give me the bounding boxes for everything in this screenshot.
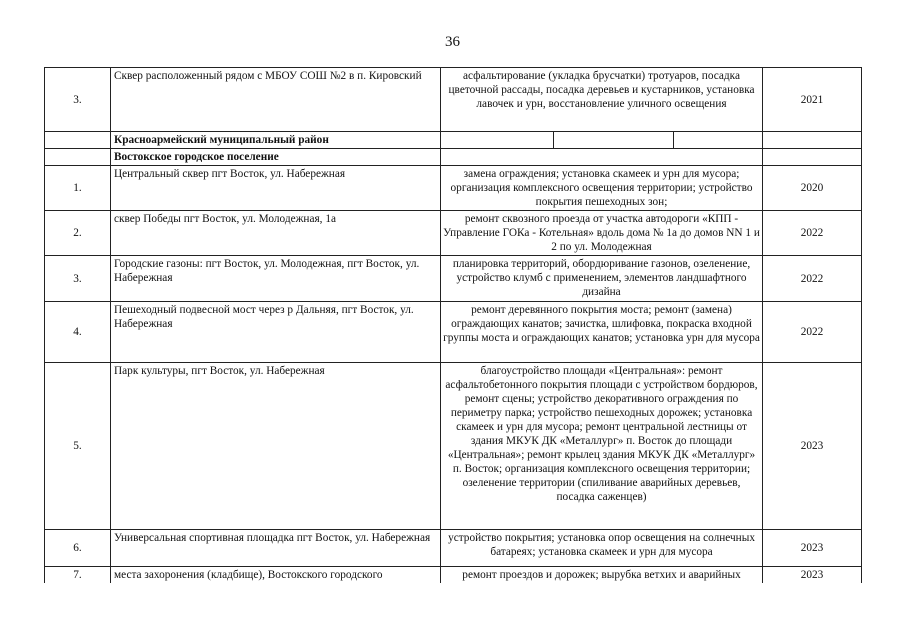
settlement-row xyxy=(45,149,862,166)
works-description: замена ограждения; установка скамеек и урн для мусора; организация комплексного освещения территории; устройство покрытия пешеходных зон; xyxy=(441,166,763,211)
row-number: 6. xyxy=(45,530,111,567)
table-row xyxy=(45,68,862,132)
row-number: 1. xyxy=(45,166,111,211)
object-name: Сквер расположенный рядом с МБОУ СОШ №2 в п. Кировский xyxy=(111,68,441,132)
year: 2020 xyxy=(763,166,862,211)
table-row xyxy=(45,302,862,363)
works-description: планировка территорий, обордюривание газонов, озеленение, устройство клумб с применением, элементов ландшафтного дизайна xyxy=(441,256,763,302)
year: 2022 xyxy=(763,302,862,363)
object-name: сквер Победы пгт Восток, ул. Молодежная, 1а xyxy=(111,211,441,256)
table-row xyxy=(45,567,862,584)
page-number: 36 xyxy=(445,34,460,50)
settlement-header: Востокское городское поселение xyxy=(111,149,441,166)
works-description: ремонт сквозного проезда от участка автодороги «КПП - Управление ГОКа - Котельная» вдоль дома № 1а до домов NN 1 и 2 по ул. Молодежная xyxy=(441,211,763,256)
table-row xyxy=(45,211,862,256)
year: 2021 xyxy=(763,68,862,132)
row-number: 5. xyxy=(45,363,111,530)
object-name: места захоронения (кладбище), Востокского городского xyxy=(111,567,441,584)
row-number: 3. xyxy=(45,256,111,302)
works-description: ремонт проездов и дорожек; вырубка ветхих и аварийных xyxy=(441,567,763,584)
works-description: ремонт деревянного покрытия моста; ремонт (замена) ограждающих канатов; зачистка, шлифовка, покраска входной группы моста и ограждающих канатов; установка урн для мусора xyxy=(441,302,763,363)
table-row xyxy=(45,166,862,211)
row-number: 7. xyxy=(45,567,111,584)
year: 2022 xyxy=(763,256,862,302)
object-name: Городские газоны: пгт Восток, ул. Молодежная, пгт Восток, ул. Набережная xyxy=(111,256,441,302)
works-description: благоустройство площади «Центральная»: ремонт асфальтобетонного покрытия площади с устройством бордюров, ремонт сцены; устройство декоративного ограждения по периметру парка; устройство пешеходных дорожек; установка скамеек и урн для мусора; ремонт центральной лестницы от здания МКУК ДК «Металлург» п. Восток до площади «Центральная»; ремонт крылец здания МКУК ДК «Металлург» п. Восток; организация комплексного освещения территории; озеленение территории (спиливание аварийных деревьев, посадка саженцев) xyxy=(441,363,763,530)
row-number: 4. xyxy=(45,302,111,363)
object-name: Универсальная спортивная площадка пгт Восток, ул. Набережная xyxy=(111,530,441,567)
row-number: 2. xyxy=(45,211,111,256)
year: 2023 xyxy=(763,363,862,530)
district-row xyxy=(45,132,862,149)
table-row xyxy=(45,530,862,567)
works-description: устройство покрытия; установка опор освещения на солнечных батареях; установка скамеек и урн для мусора xyxy=(441,530,763,567)
year: 2022 xyxy=(763,211,862,256)
object-name: Центральный сквер пгт Восток, ул. Набережная xyxy=(111,166,441,211)
year: 2023 xyxy=(763,530,862,567)
object-name: Парк культуры, пгт Восток, ул. Набережная xyxy=(111,363,441,530)
improvement-table xyxy=(44,67,862,583)
object-name: Пешеходный подвесной мост через р Дальняя, пгт Восток, ул. Набережная xyxy=(111,302,441,363)
row-number: 3. xyxy=(45,68,111,132)
works-description: асфальтирование (укладка брусчатки) тротуаров, посадка цветочной рассады, посадка деревьев и кустарников, установка лавочек и урн, восстановление уличного освещения xyxy=(441,68,763,132)
district-header: Красноармейский муниципальный район xyxy=(111,132,441,149)
table-row xyxy=(45,256,862,302)
table-row xyxy=(45,363,862,530)
year: 2023 xyxy=(763,567,862,584)
